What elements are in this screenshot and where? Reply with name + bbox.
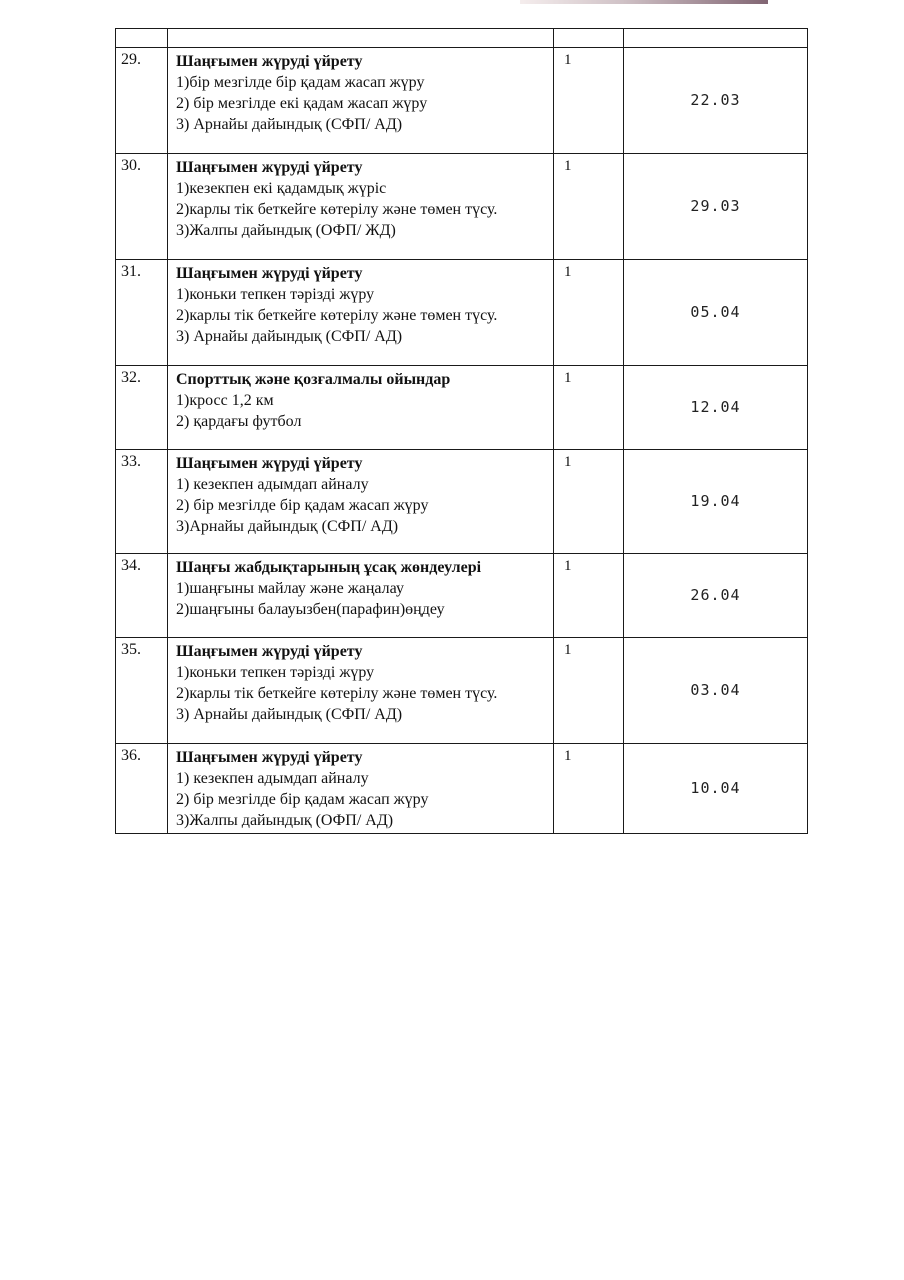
lesson-item: 3) Арнайы дайындық (СФП/ АД) bbox=[176, 328, 403, 345]
lesson-title: Шаңғымен жүруді үйрету bbox=[176, 53, 363, 70]
lesson-topic-cell bbox=[168, 366, 554, 450]
handwritten-date: 03.04 bbox=[690, 681, 741, 699]
handwritten-date: 26.04 bbox=[690, 586, 741, 604]
lesson-number: 33. bbox=[116, 450, 168, 554]
lesson-date-cell bbox=[624, 450, 808, 554]
lesson-item: 3)Жалпы дайындық (ОФП/ ЖД) bbox=[176, 222, 396, 239]
lesson-topic-cell bbox=[168, 744, 554, 834]
lesson-number: 32. bbox=[116, 366, 168, 450]
handwritten-date: 12.04 bbox=[690, 398, 741, 416]
lesson-item: 1)коньки тепкен тәрізді жүру bbox=[176, 664, 375, 681]
lesson-title: Шаңғымен жүруді үйрету bbox=[176, 749, 363, 766]
handwritten-date: 29.03 bbox=[690, 197, 741, 215]
lesson-number: 31. bbox=[116, 260, 168, 366]
lesson-item: 1) кезекпен адымдап айналу bbox=[176, 476, 369, 493]
lesson-topic-cell bbox=[168, 48, 554, 154]
lesson-item: 3) Арнайы дайындық (СФП/ АД) bbox=[176, 706, 403, 723]
scan-edge-mark bbox=[520, 0, 768, 4]
lesson-number: 36. bbox=[116, 744, 168, 834]
lesson-topic-cell bbox=[168, 154, 554, 260]
handwritten-date: 05.04 bbox=[690, 303, 741, 321]
lesson-date-cell bbox=[624, 554, 808, 638]
lesson-item: 1)кезекпен екі қадамдық жүріс bbox=[176, 180, 387, 197]
lesson-item: 1)кросс 1,2 км bbox=[176, 392, 274, 409]
lesson-title: Шаңғымен жүруді үйрету bbox=[176, 265, 363, 282]
lesson-hours: 1 bbox=[554, 154, 624, 260]
lesson-item: 3)Арнайы дайындық (СФП/ АД) bbox=[176, 518, 399, 535]
header-cell-date bbox=[624, 29, 808, 48]
table-row bbox=[116, 154, 808, 260]
table-row bbox=[116, 260, 808, 366]
lesson-item: 3)Жалпы дайындық (ОФП/ АД) bbox=[176, 812, 394, 829]
lesson-item: 2)карлы тік беткейге көтерілу және төмен түсу. bbox=[176, 201, 498, 218]
lesson-number: 30. bbox=[116, 154, 168, 260]
lesson-date-cell bbox=[624, 48, 808, 154]
lesson-item: 2)карлы тік беткейге көтерілу және төмен түсу. bbox=[176, 307, 498, 324]
lesson-item: 1)бір мезгілде бір қадам жасап жүру bbox=[176, 74, 425, 91]
lesson-item: 1)шаңғыны майлау және жаңалау bbox=[176, 580, 404, 597]
lesson-item: 2) бір мезгілде бір қадам жасап жүру bbox=[176, 791, 429, 808]
table-row bbox=[116, 554, 808, 638]
lesson-item: 2)карлы тік беткейге көтерілу және төмен түсу. bbox=[176, 685, 498, 702]
lesson-item: 2) қардағы футбол bbox=[176, 413, 302, 430]
lesson-hours: 1 bbox=[554, 366, 624, 450]
lesson-hours: 1 bbox=[554, 554, 624, 638]
handwritten-date: 22.03 bbox=[690, 91, 741, 109]
handwritten-date: 19.04 bbox=[690, 492, 741, 510]
handwritten-date: 10.04 bbox=[690, 779, 741, 797]
lesson-date-cell bbox=[624, 154, 808, 260]
lesson-number: 34. bbox=[116, 554, 168, 638]
lesson-item: 2) бір мезгілде екі қадам жасап жүру bbox=[176, 95, 428, 112]
lesson-item: 2) бір мезгілде бір қадам жасап жүру bbox=[176, 497, 429, 514]
lesson-hours: 1 bbox=[554, 48, 624, 154]
lesson-title: Шаңғымен жүруді үйрету bbox=[176, 643, 363, 660]
header-cell-topic bbox=[168, 29, 554, 48]
lesson-date-cell bbox=[624, 744, 808, 834]
lesson-date-cell bbox=[624, 366, 808, 450]
lesson-title: Шаңғы жабдықтарының ұсақ жөндеулері bbox=[176, 559, 482, 576]
lesson-number: 35. bbox=[116, 638, 168, 744]
lesson-hours: 1 bbox=[554, 450, 624, 554]
table-row bbox=[116, 366, 808, 450]
table-row bbox=[116, 450, 808, 554]
lesson-hours: 1 bbox=[554, 260, 624, 366]
lesson-title: Шаңғымен жүруді үйрету bbox=[176, 455, 363, 472]
lesson-plan-table bbox=[115, 28, 808, 834]
table-row bbox=[116, 638, 808, 744]
header-cell-num bbox=[116, 29, 168, 48]
lesson-item: 2)шаңғыны балауызбен(парафин)өңдеу bbox=[176, 601, 445, 618]
table-row bbox=[116, 744, 808, 834]
lesson-item: 1)коньки тепкен тәрізді жүру bbox=[176, 286, 375, 303]
lesson-date-cell bbox=[624, 638, 808, 744]
header-cell-hours bbox=[554, 29, 624, 48]
lesson-topic-cell bbox=[168, 260, 554, 366]
lesson-title: Спорттық және қозғалмалы ойындар bbox=[176, 371, 451, 388]
lesson-topic-cell bbox=[168, 450, 554, 554]
lesson-number: 29. bbox=[116, 48, 168, 154]
lesson-date-cell bbox=[624, 260, 808, 366]
table-header-row bbox=[116, 29, 808, 48]
table-row bbox=[116, 48, 808, 154]
lesson-item: 1) кезекпен адымдап айналу bbox=[176, 770, 369, 787]
lesson-title: Шаңғымен жүруді үйрету bbox=[176, 159, 363, 176]
lesson-hours: 1 bbox=[554, 744, 624, 834]
lesson-topic-cell bbox=[168, 638, 554, 744]
lesson-hours: 1 bbox=[554, 638, 624, 744]
lesson-item: 3) Арнайы дайындық (СФП/ АД) bbox=[176, 116, 403, 133]
lesson-topic-cell bbox=[168, 554, 554, 638]
